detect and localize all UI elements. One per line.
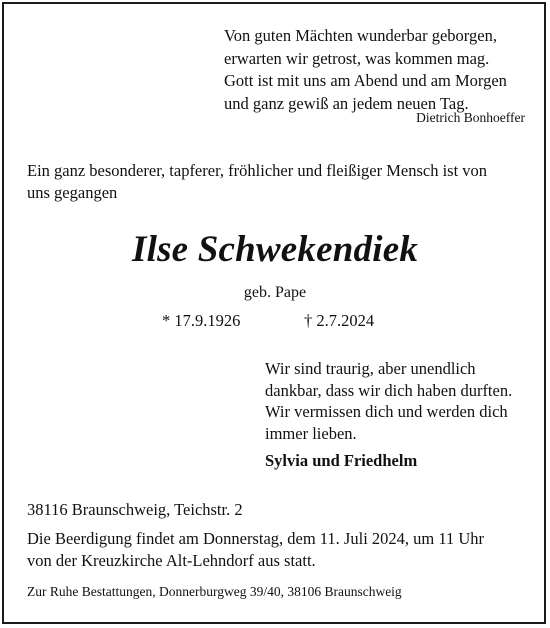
deceased-name: Ilse Schwekendiek: [131, 229, 419, 270]
undertaker: Zur Ruhe Bestattungen, Donnerburgweg 39/40, 38106 Braunschweig: [27, 584, 402, 599]
intro-line: Ein ganz besonderer, tapferer, fröhlicher und fleißiger Mensch ist von: [27, 161, 488, 180]
birth-date: * 17.9.1926: [162, 311, 241, 330]
mourning-line: Wir sind traurig, aber unendlich: [265, 359, 476, 378]
poem: [224, 25, 507, 115]
signers: Sylvia und Friedhelm: [265, 451, 418, 470]
funeral-line: von der Kreuzkirche Alt-Lehndorf aus statt.: [27, 550, 316, 570]
address: 38116 Braunschweig, Teichstr. 2: [27, 500, 243, 519]
maiden-name: geb. Pape: [243, 284, 307, 301]
poem-author: Dietrich Bonhoeffer: [416, 110, 525, 125]
poem-line: erwarten wir getrost, was kommen mag.: [224, 48, 490, 68]
intro-text: [27, 160, 487, 204]
mourning-text: [265, 358, 512, 444]
mourning-line: immer lieben.: [265, 423, 357, 443]
mourning-line: dankbar, dass wir dich haben durften.: [265, 380, 513, 400]
funeral-line: Die Beerdigung findet am Donnerstag, dem 11. Juli 2024, um 11 Uhr: [27, 529, 485, 548]
mourning-line: Wir vermissen dich und werden dich: [265, 402, 508, 421]
poem-line: Gott ist mit uns am Abend und am Morgen: [224, 71, 507, 90]
poem-line: Von guten Mächten wunderbar geborgen,: [224, 26, 497, 45]
poem-line: und ganz gewiß an jedem neuen Tag.: [224, 93, 469, 113]
death-date: † 2.7.2024: [304, 311, 375, 330]
intro-line: uns gegangen: [27, 183, 118, 202]
funeral-info: [27, 528, 484, 571]
